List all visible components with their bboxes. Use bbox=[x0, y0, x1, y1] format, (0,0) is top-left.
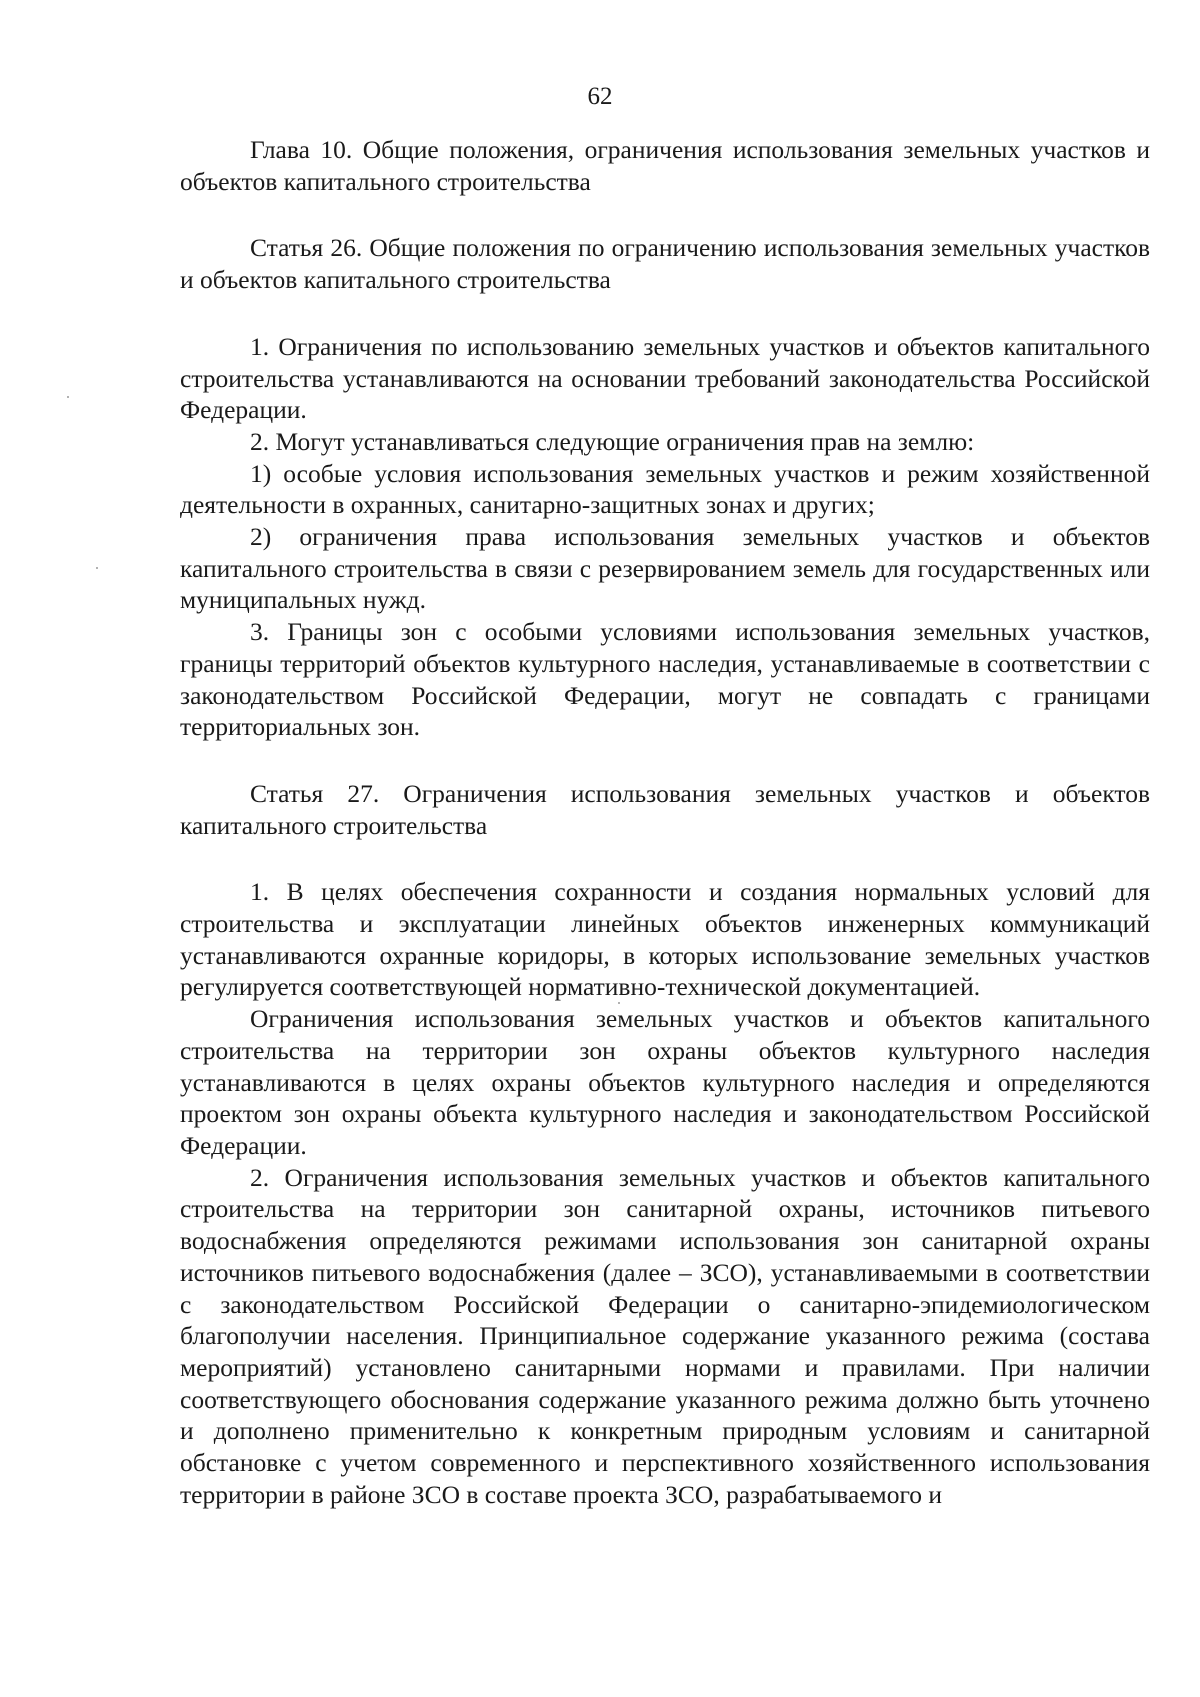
scan-speck bbox=[96, 567, 98, 569]
article-26-subitem-1: 1) особые условия использования земельных участков и режим хозяйственной деятельности в охранных, санитарно-защитных зонах и других; bbox=[180, 458, 1150, 520]
article-26-paragraph-3: 3. Границы зон с особыми условиями использования земельных участков, границы территорий объектов культурного наследия, устанавливаемые в соответствии с законодательством Российской Федерации, могут не совпадать с границами территориальных зон. bbox=[180, 617, 1150, 742]
article-26-paragraph-2: 2. Могут устанавливаться следующие ограничения прав на землю: bbox=[250, 426, 975, 456]
article-27-paragraph-1: 1. В целях обеспечения сохранности и создания нормальных условий для строительства и эксплуатации линейных объектов инженерных коммуникаций устанавливаются охранные коридоры, в которых использование земельных участков регулируется соответствующей нормативно-технической документацией. bbox=[180, 877, 1150, 1002]
scan-speck bbox=[618, 1002, 620, 1004]
article-26-subitem-2: 2) ограничения права использования земельных участков и объектов капитального строительства в связи с резервированием земель для государственных или муниципальных нужд. bbox=[180, 522, 1150, 615]
article-26-heading: Статья 26. Общие положения по ограничению использования земельных участков и объектов капитального строительства bbox=[180, 233, 1150, 295]
article-27-paragraph-2: 2. Ограничения использования земельных участков и объектов капитального строительства на территории зон санитарной охраны, источников питьевого водоснабжения определяются режимами использования зон санитарной охраны источников питьевого водоснабжения (далее – ЗСО), устанавливаемыми в соответствии с законодательством Российской Федерации о санитарно-эпидемиологическом благополучии населения. Принципиальное содержание указанного режима (состава мероприятий) установлено санитарными нормами и правилами. При наличии соответствующего обоснования содержание указанного режима должно быть уточнено и дополнено применительно к конкретным природным условиям и санитарной обстановке с учетом современного и перспективного хозяйственного использования территории в районе ЗСО в составе проекта ЗСО, разрабатываемого и bbox=[180, 1162, 1150, 1509]
article-26 bbox=[180, 232, 1150, 743]
article-27-heading: Статья 27. Ограничения использования земельных участков и объектов капитального строительства bbox=[180, 778, 1150, 840]
article-26-paragraph-1: 1. Ограничения по использованию земельных участков и объектов капитального строительства устанавливаются на основании требований законодательства Российской Федерации. bbox=[180, 331, 1150, 425]
article-27 bbox=[180, 778, 1150, 1510]
document-body bbox=[180, 134, 1150, 1510]
scan-speck bbox=[67, 396, 69, 398]
article-27-paragraph-1-continued: Ограничения использования земельных участков и объектов капитального строительства на территории зон охраны объектов культурного наследия устанавливаются в целях охраны объектов культурного наследия и определяются проектом зон охраны объекта культурного наследия и законодательством Российской Федерации. bbox=[180, 1004, 1150, 1160]
chapter-heading: Глава 10. Общие положения, ограничения использования земельных участков и объектов капитального строительства bbox=[180, 135, 1150, 196]
page-number: 62 bbox=[587, 83, 613, 110]
